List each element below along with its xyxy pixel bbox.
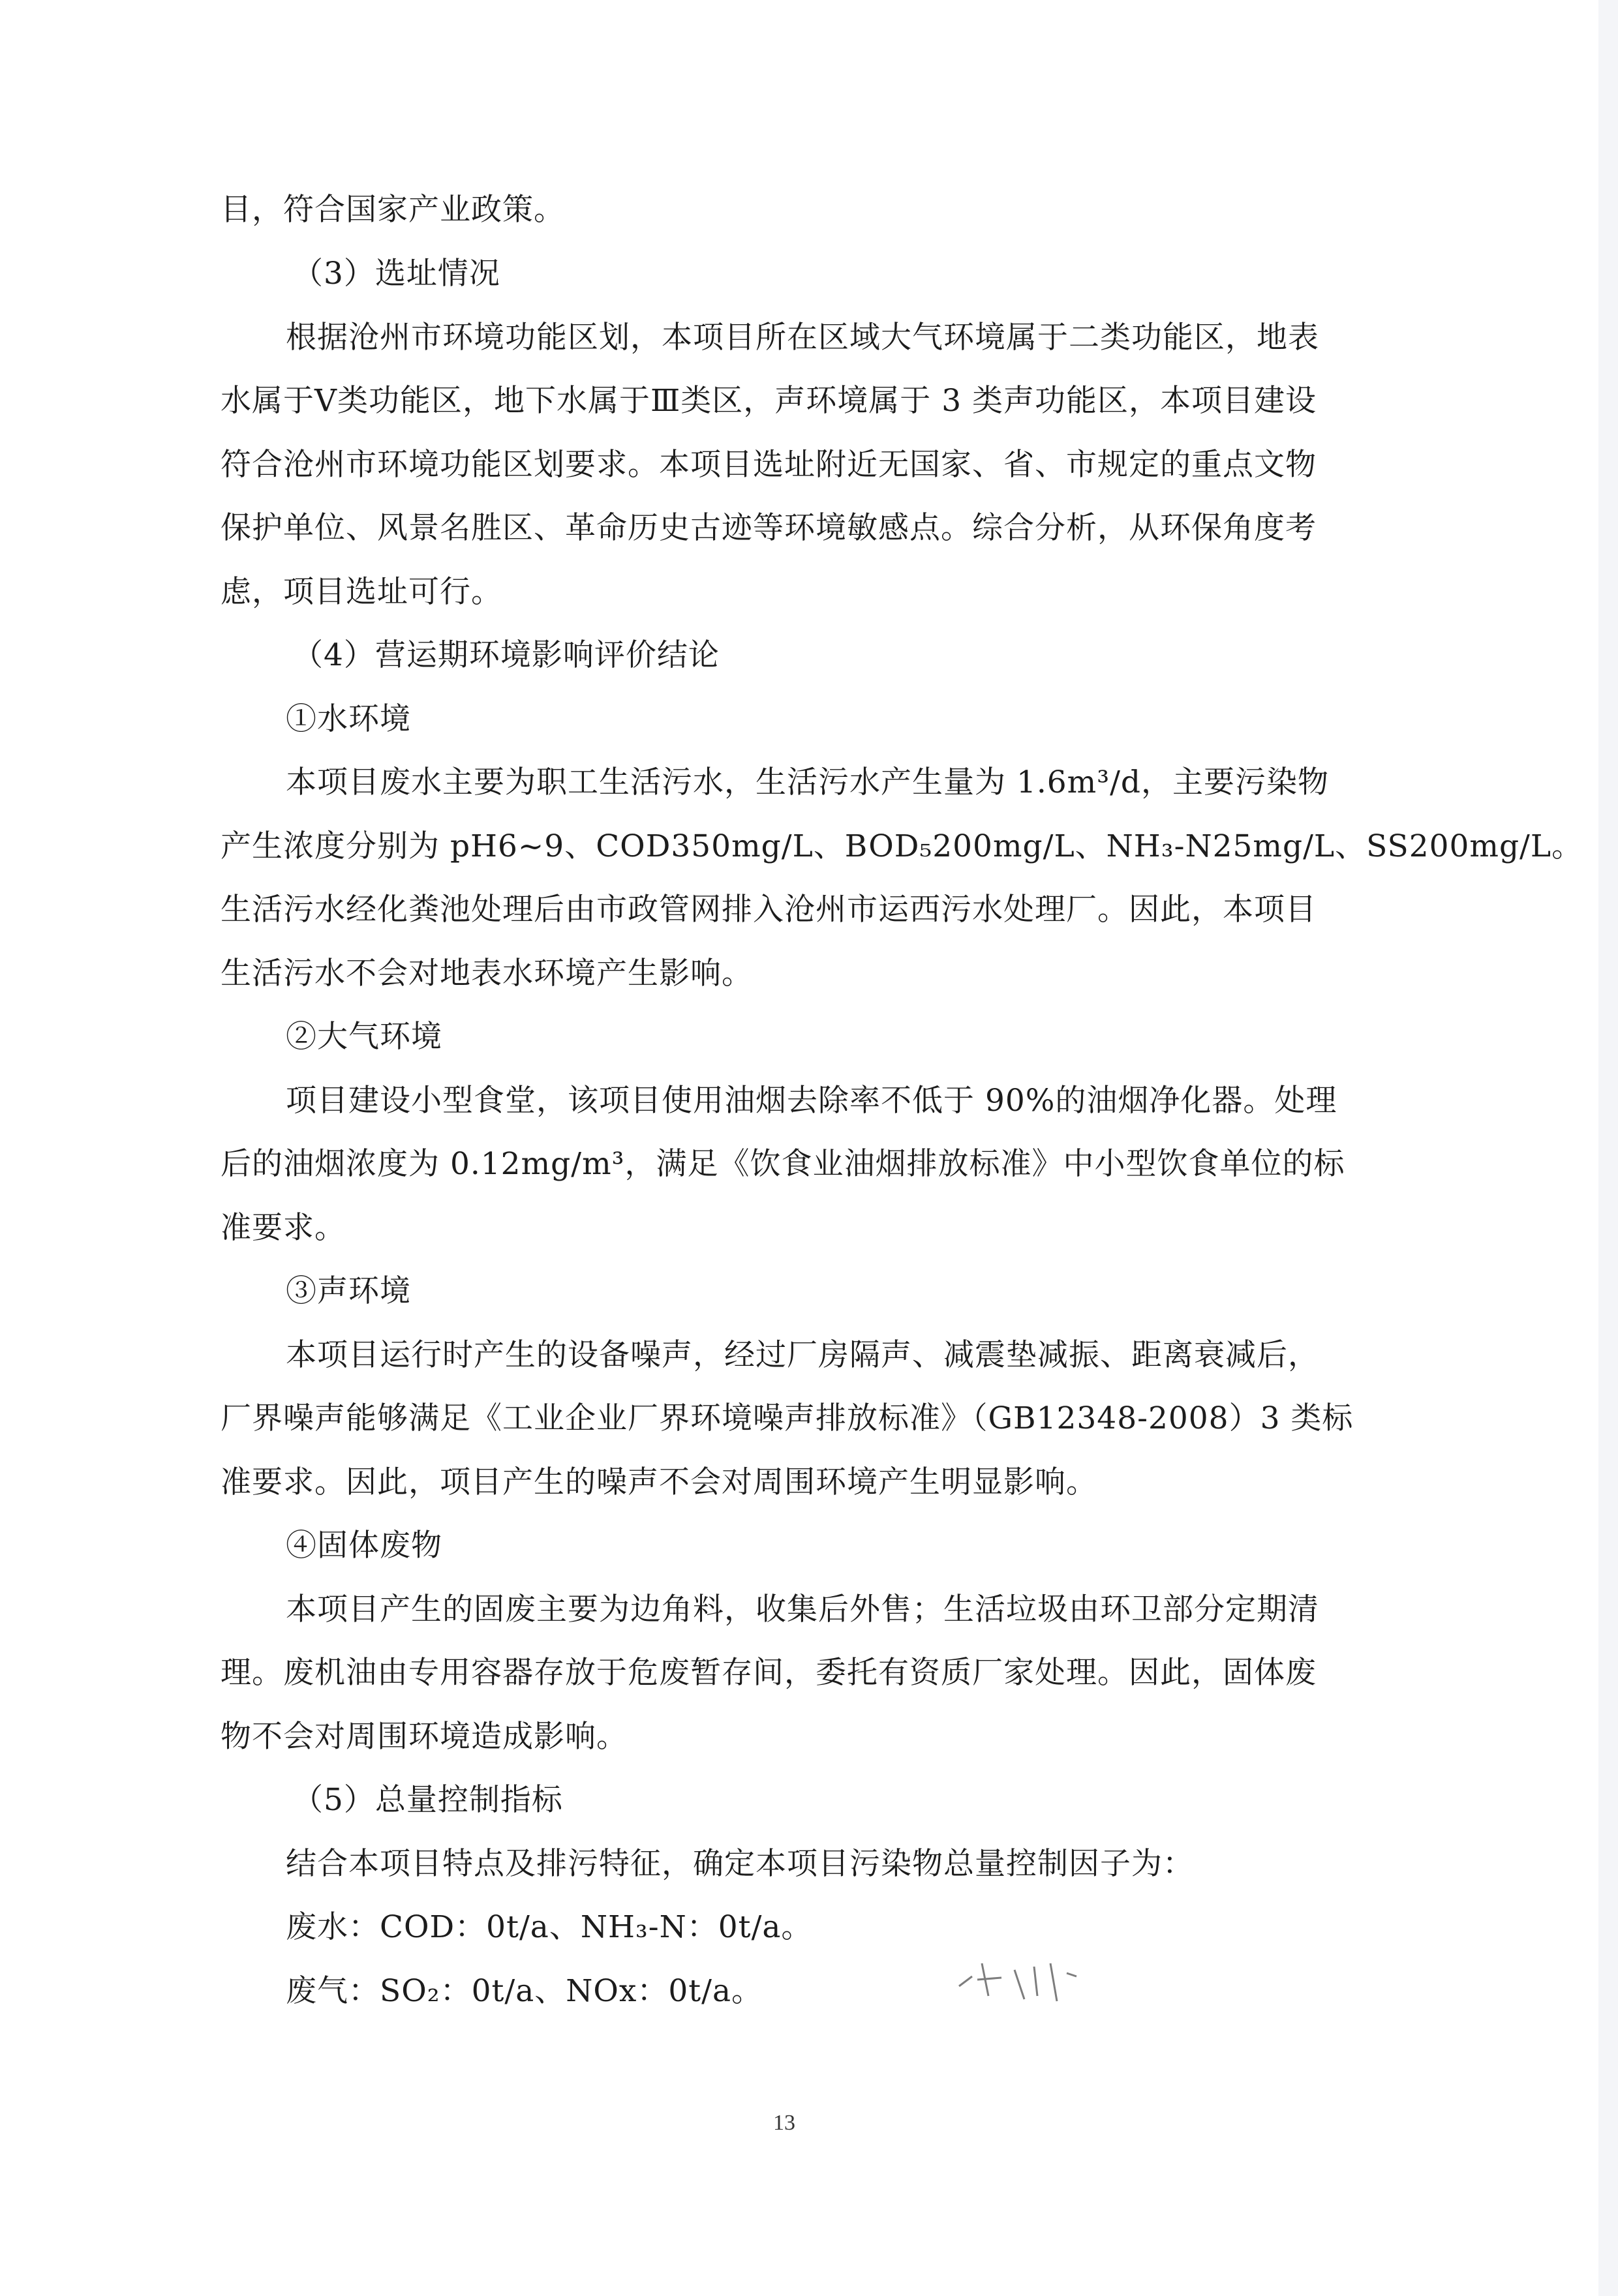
text-line: 虑，项目选址可行。: [221, 574, 502, 610]
text-line: 本项目运行时产生的设备噪声，经过厂房隔声、减震垫减振、距离衰减后，: [286, 1337, 1319, 1373]
scan-smudge: [953, 1950, 1103, 2009]
scan-edge: [1598, 0, 1618, 2296]
text-line: 根据沧州市环境功能区划，本项目所在区域大气环境属于二类功能区，地表: [286, 320, 1319, 355]
text-line: 符合沧州市环境功能区划要求。本项目选址附近无国家、省、市规定的重点文物: [221, 447, 1317, 483]
text-line: 保护单位、风景名胜区、革命历史古迹等环境敏感点。综合分析，从环保角度考: [221, 510, 1317, 546]
page-number: 13: [773, 2111, 795, 2135]
text-line: 理。废机油由专用容器存放于危废暂存间，委托有资质厂家处理。因此，固体废: [221, 1655, 1317, 1691]
text-line: 准要求。因此，项目产生的噪声不会对周围环境产生明显影响。: [221, 1464, 1097, 1500]
text-line: 厂界噪声能够满足《工业企业厂界环境噪声排放标准》（GB12348-2008）3 类标: [221, 1400, 1354, 1436]
text-line: 准要求。: [221, 1210, 346, 1246]
section-heading: （5）总量控制指标: [292, 1782, 563, 1818]
text-line: 结合本项目特点及排污特征，确定本项目污染物总量控制因子为：: [286, 1846, 1194, 1882]
text-line: 本项目废水主要为职工生活污水，生活污水产生量为 1.6m³/d，主要污染物: [286, 764, 1330, 800]
text-line: 本项目产生的固废主要为边角料，收集后外售；生活垃圾由环卫部分定期清: [286, 1592, 1319, 1627]
text-line: 生活污水经化粪池处理后由市政管网排入沧州市运西污水处理厂。因此，本项目: [221, 892, 1317, 928]
subsection-heading: ②大气环境: [286, 1019, 442, 1055]
text-line: 废气：SO₂：0t/a、NOx：0t/a。: [286, 1973, 763, 2009]
text-line: 后的油烟浓度为 0.12mg/m³，满足《饮食业油烟排放标准》中小型饮食单位的标: [221, 1146, 1345, 1182]
text-line: 废水：COD：0t/a、NH₃-N：0t/a。: [286, 1909, 813, 1945]
text-line: 目，符合国家产业政策。: [221, 192, 565, 228]
text-line: 物不会对周围环境造成影响。: [221, 1719, 628, 1755]
text-line: 水属于Ⅴ类功能区，地下水属于Ⅲ类区，声环境属于 3 类声功能区，本项目建设: [221, 383, 1317, 419]
text-line: 生活污水不会对地表水环境产生影响。: [221, 956, 753, 991]
section-heading: （3）选址情况: [292, 256, 500, 292]
subsection-heading: ④固体废物: [286, 1528, 442, 1563]
text-line: 产生浓度分别为 pH6~9、COD350mg/L、BOD₅200mg/L、NH₃-N25mg/L、SS200mg/L。: [221, 828, 1583, 864]
subsection-heading: ③声环境: [286, 1273, 411, 1309]
text-line: 项目建设小型食堂，该项目使用油烟去除率不低于 90%的油烟净化器。处理: [286, 1083, 1337, 1119]
subsection-heading: ①水环境: [286, 701, 411, 737]
section-heading: （4）营运期环境影响评价结论: [292, 637, 720, 673]
